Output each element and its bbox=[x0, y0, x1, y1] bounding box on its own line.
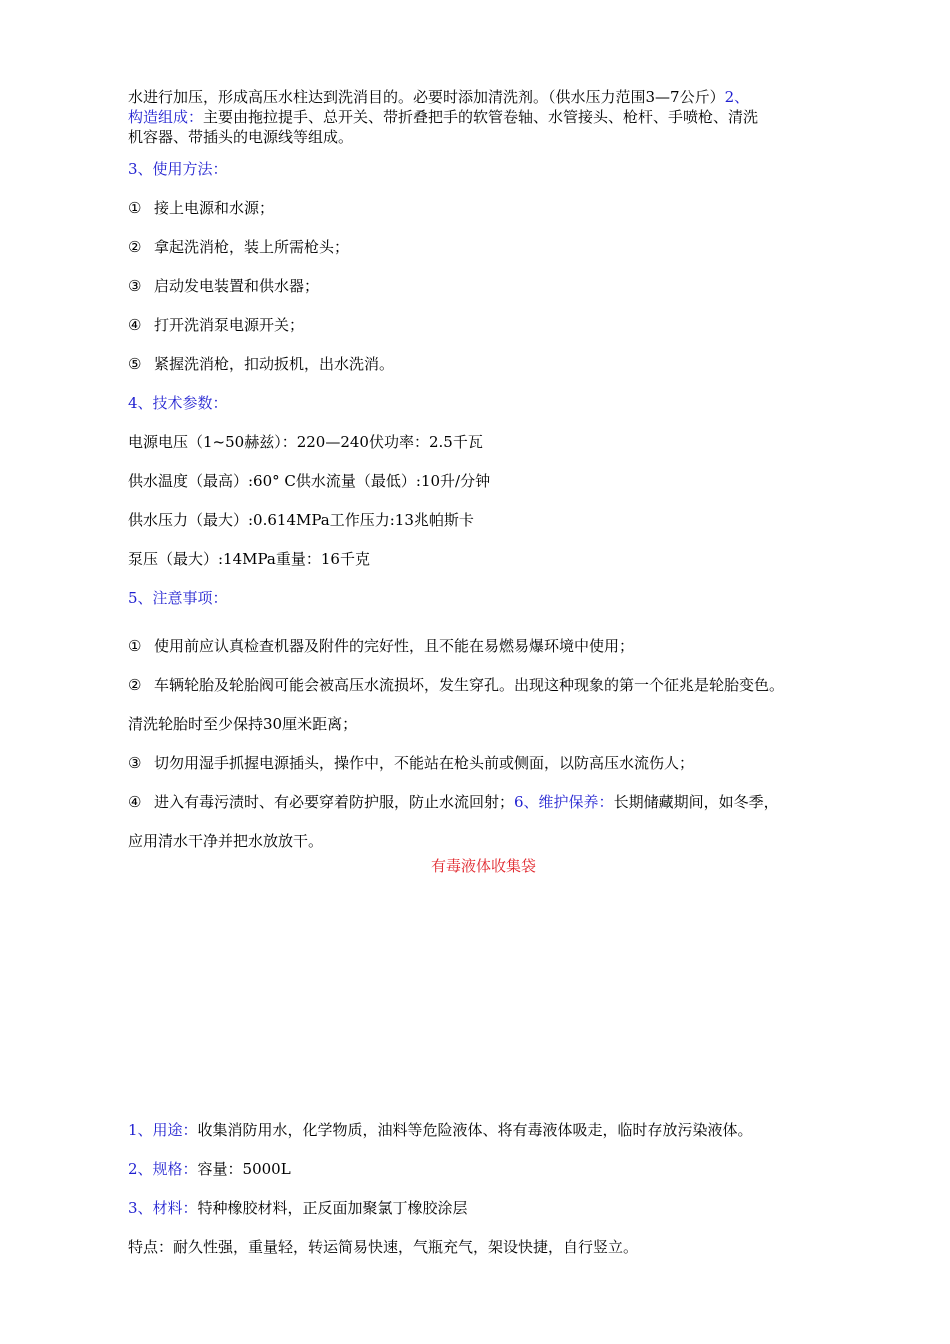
bag-spec-text: 容量：5000L bbox=[197, 1160, 291, 1178]
section-6-text: 长期储藏期间，如冬季， bbox=[613, 793, 779, 811]
bag-material-label: 3、材料： bbox=[128, 1199, 198, 1217]
usage-step bbox=[128, 277, 319, 295]
step-number: ⑤ bbox=[128, 355, 142, 373]
note-continuation: 应用清水干净并把水放放干。 bbox=[128, 832, 324, 850]
step-text: 打开洗消泵电源开关； bbox=[154, 316, 305, 334]
step-number: ③ bbox=[128, 277, 142, 295]
note-item bbox=[128, 793, 779, 811]
bag-features: 特点：耐久性强，重量轻，转运简易快速，气瓶充气，架设快捷，自行竖立。 bbox=[128, 1238, 639, 1256]
section-6-title: 6、维护保养： bbox=[514, 793, 614, 811]
note-text: 切勿用湿手抓握电源插头，操作中，不能站在枪头前或侧面，以防高压水流伤人； bbox=[154, 754, 695, 772]
section-2-text: 主要由拖拉提手、总开关、带折叠把手的软管卷轴、水管接头、枪杆、手喷枪、清洗 bbox=[203, 108, 759, 126]
bag-spec bbox=[128, 1160, 291, 1178]
tech-row: 泵压（最大）:14MPa重量：16千克 bbox=[128, 550, 370, 568]
note-item bbox=[128, 676, 784, 694]
intro-line-3: 机容器、带插头的电源线等组成。 bbox=[128, 128, 354, 146]
intro-text: 水进行加压，形成高压水柱达到洗消目的。必要时添加清洗剂。（供水压力范围3—7公斤） bbox=[128, 88, 725, 106]
tech-title: 4、技术参数： bbox=[128, 394, 228, 412]
step-text: 紧握洗消枪，扣动扳机，出水洗消。 bbox=[154, 355, 395, 373]
step-number: ② bbox=[128, 238, 142, 256]
note-continuation: 清洗轮胎时至少保持30厘米距离； bbox=[128, 715, 358, 733]
note-item bbox=[128, 637, 634, 655]
step-text: 拿起洗消枪，装上所需枪头； bbox=[154, 238, 350, 256]
note-number: ③ bbox=[128, 754, 142, 772]
usage-title: 3、使用方法： bbox=[128, 160, 228, 178]
tech-row: 供水温度（最高）:60° C供水流量（最低）:10升/分钟 bbox=[128, 472, 491, 490]
note-number: ② bbox=[128, 676, 142, 694]
bag-material bbox=[128, 1199, 468, 1217]
intro-line-1 bbox=[128, 88, 749, 106]
bag-material-text: 特种橡胶材料，正反面加聚氯丁橡胶涂层 bbox=[197, 1199, 468, 1217]
step-text: 启动发电装置和供水器； bbox=[154, 277, 320, 295]
tech-row: 供水压力（最大）:0.614MPa工作压力:13兆帕斯卡 bbox=[128, 511, 474, 529]
step-number: ① bbox=[128, 199, 142, 217]
step-text: 接上电源和水源； bbox=[154, 199, 275, 217]
bag-usage-text: 收集消防用水，化学物质，油料等危险液体、将有毒液体吸走，临时存放污染液体。 bbox=[197, 1121, 753, 1139]
usage-step bbox=[128, 316, 304, 334]
note-text: 使用前应认真检查机器及附件的完好性，且不能在易燃易爆环境中使用； bbox=[154, 637, 635, 655]
intro-line-2 bbox=[128, 108, 758, 126]
note-item bbox=[128, 754, 694, 772]
note-number: ④ bbox=[128, 793, 142, 811]
usage-step bbox=[128, 199, 274, 217]
note-text: 进入有毒污渍时、有必要穿着防护服，防止水流回射； bbox=[154, 793, 515, 811]
bag-usage bbox=[128, 1121, 753, 1139]
step-number: ④ bbox=[128, 316, 142, 334]
bag-spec-label: 2、规格： bbox=[128, 1160, 198, 1178]
bag-heading: 有毒液体收集袋 bbox=[431, 857, 537, 875]
note-text: 车辆轮胎及轮胎阀可能会被高压水流损坏，发生穿孔。出现这种现象的第一个征兆是轮胎变色。 bbox=[154, 676, 785, 694]
notes-title: 5、注意事项： bbox=[128, 589, 228, 607]
note-number: ① bbox=[128, 637, 142, 655]
usage-step bbox=[128, 238, 349, 256]
section-2-number: 2、 bbox=[724, 88, 750, 106]
bag-usage-label: 1、用途： bbox=[128, 1121, 198, 1139]
usage-step bbox=[128, 355, 394, 373]
section-2-title: 构造组成： bbox=[128, 108, 204, 126]
tech-row: 电源电压（1~50赫兹）：220—240伏功率：2.5千瓦 bbox=[128, 433, 483, 451]
